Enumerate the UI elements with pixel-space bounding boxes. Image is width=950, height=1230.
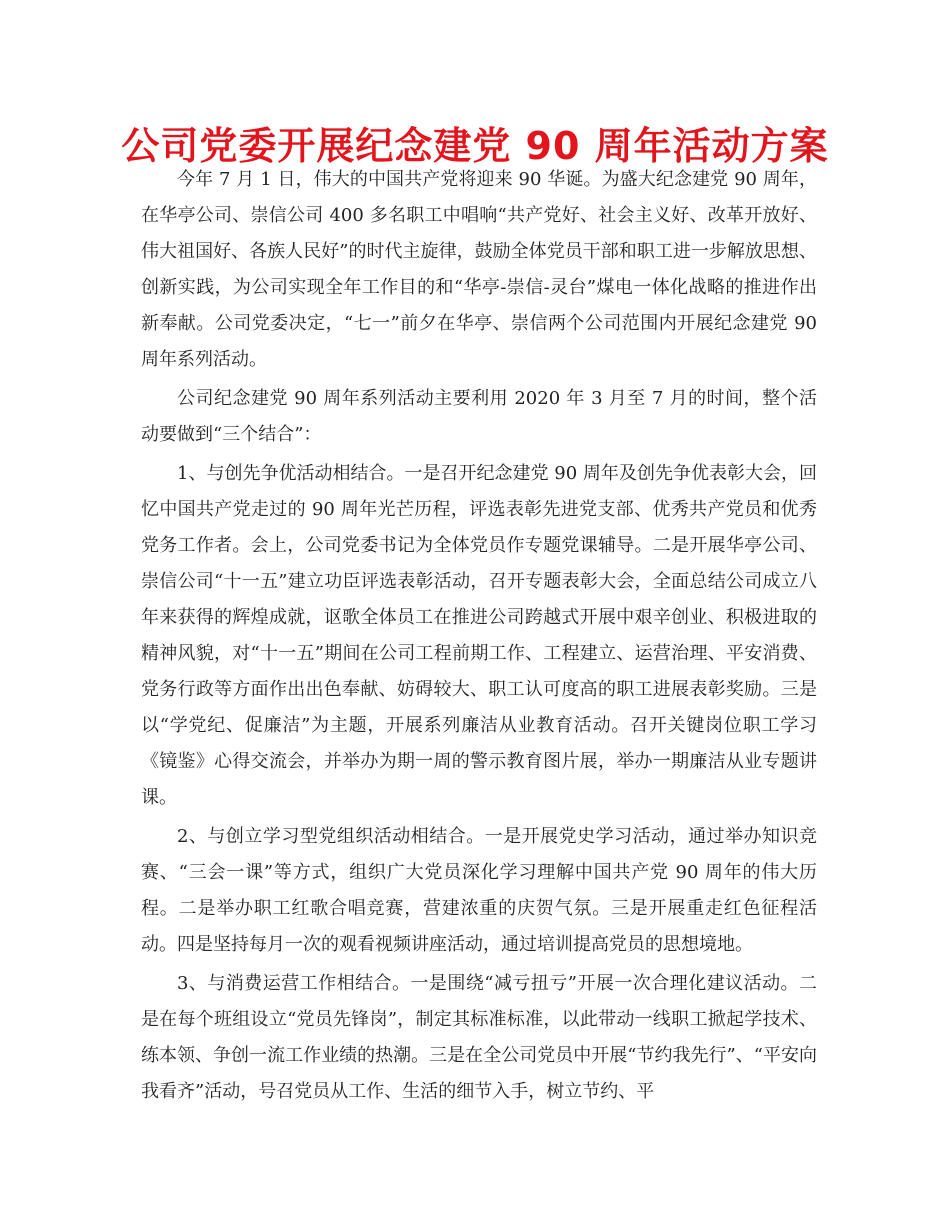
paragraph-overview: 公司纪念建党 90 周年系列活动主要利用 2020 年 3 月至 7 月的时间，整个活动要做到“三个结合”：: [141, 388, 817, 445]
document-body: [141, 162, 817, 1113]
document-title: 公司党委开展纪念建党 90 周年活动方案: [121, 124, 829, 168]
paragraph-item-1: 1、与创先争优活动相结合。一是召开纪念建党 90 周年及创先争优表彰大会，回忆中国共产党走过的 90 周年光芒历程，评选表彰先进党支部、优秀共产党员和优秀党务工作者。会上，公司党委书记为全体党员作专题党课辅导。二是开展华亭公司、崇信公司“十一五”建立功臣评选表彰活动，召开专题表彰大会，全面总结公司成立八年来获得的辉煌成就，讴歌全体员工在推进公司跨越式开展中艰辛创业、积极进取的精神风貌，对“十一五”期间在公司工程前期工作、工程建立、运营治理、平安消费、党务行政等方面作出出色奉献、妨碍较大、职工认可度高的职工进展表彰奖励。三是以“学党纪、促廉洁”为主题，开展系列廉洁从业教育活动。召开关键岗位职工学习《镜鉴》心得交流会，并举办为期一周的警示教育图片展，举办一期廉洁从业专题讲课。: [141, 463, 817, 808]
paragraph-intro: 今年 7 月 1 日，伟大的中国共产党将迎来 90 华诞。为盛大纪念建党 90 周年，在华亭公司、崇信公司 400 多名职工中唱响“共产党好、社会主义好、改革开放好、伟大祖国好、各族人民好”的时代主旋律，鼓励全体党员干部和职工进一步解放思想、创新实践，为公司实现全年工作目的和“华亭-崇信-灵台”煤电一体化战略的推进作出新奉献。公司党委决定，“七一”前夕在华亭、崇信两个公司范围内开展纪念建党 90 周年系列活动。: [141, 169, 817, 370]
paragraph-item-2: 2、与创立学习型党组织活动相结合。一是开展党史学习活动，通过举办知识竞赛、“三会一课”等方式，组织广大党员深化学习理解中国共产党 90 周年的伟大历程。二是举办职工红歌合唱竞赛，营建浓重的庆贺气氛。三是开展重走红色征程活动。四是坚持每月一次的观看视频讲座活动，通过培训提高党员的思想境地。: [141, 826, 817, 955]
paragraph-item-3: 3、与消费运营工作相结合。一是围绕“减亏扭亏”开展一次合理化建议活动。二是在每个班组设立“党员先锋岗”，制定其标准标准，以此带动一线职工掀起学技术、练本领、争创一流工作业绩的热潮。三是在全公司党员中开展“节约我先行”、“平安向我看齐”活动，号召党员从工作、生活的细节入手，树立节约、平: [141, 973, 817, 1102]
